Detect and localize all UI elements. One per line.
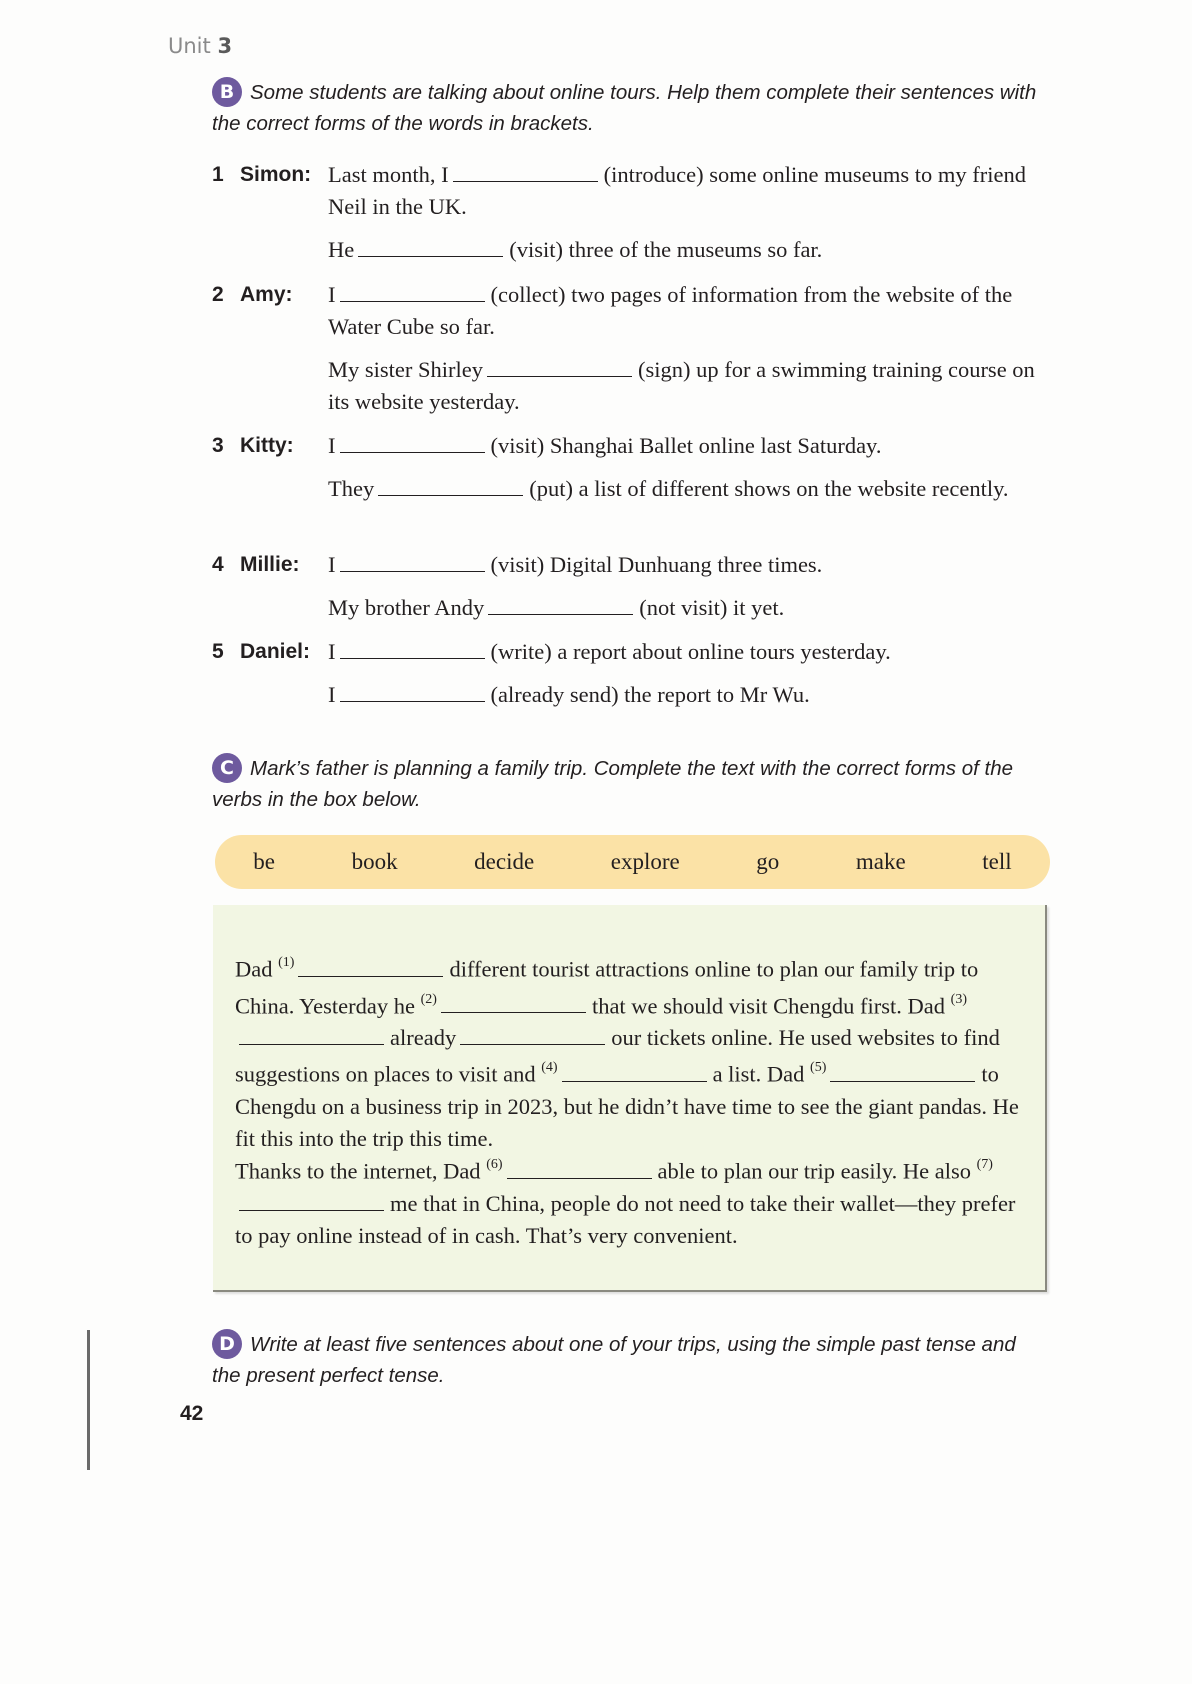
answer-blank[interactable] <box>453 161 598 182</box>
answer-blank[interactable] <box>378 475 523 496</box>
speaker-name: Simon: <box>240 163 312 186</box>
passage-text: already <box>390 1025 457 1050</box>
question-5 <box>212 636 1062 711</box>
question-2 <box>212 279 1062 418</box>
passage-text: our tickets online. He used websites to find suggestions on places to visit and <box>235 1025 1000 1087</box>
word-item: go <box>756 849 780 874</box>
passage-paragraph-2 <box>235 1151 1035 1252</box>
sentence-text: (sign) up for a swimming training course on its website yesterday. <box>328 357 1035 414</box>
passage-text: different tourist attractions online to plan our family trip to China. Yesterday he <box>235 956 979 1018</box>
sentence-text: (visit) three of the museums so far. <box>509 237 823 262</box>
word-item: make <box>855 849 906 874</box>
speaker-name: Millie: <box>240 553 300 576</box>
passage-text: to Chengdu on a business trip in 2023, but he didn’t have time to see the giant pandas. He fit this into the trip this time. <box>235 1061 1019 1151</box>
answer-blank[interactable] <box>488 594 633 615</box>
section-b-instruction-text: Some students are talking about online tours. Help them complete their sentences with the correct forms of the words in brackets. <box>212 81 1037 135</box>
blank-number: (3) <box>950 991 967 1007</box>
sentence-1 <box>328 636 1058 668</box>
sentence-text: I <box>328 552 336 577</box>
sentence-text: They <box>328 476 375 501</box>
sentence-text: (visit) Digital Dunhuang three times. <box>490 552 823 577</box>
question-number: 1 <box>212 163 224 186</box>
question-4 <box>212 549 1062 624</box>
question-number: 3 <box>212 434 224 457</box>
word-item: explore <box>610 849 680 874</box>
blank-number: (6) <box>486 1157 503 1172</box>
answer-blank[interactable] <box>340 432 485 453</box>
passage-box <box>213 905 1047 1292</box>
word-item: book <box>351 849 398 874</box>
passage-text: able to plan our trip easily. He also <box>657 1158 971 1184</box>
passage-text: a list. Dad <box>712 1061 805 1087</box>
passage-blank-6[interactable] <box>507 1158 652 1179</box>
blank-number: (2) <box>420 991 437 1007</box>
sentence-text: I <box>328 433 336 458</box>
sentence-text: (visit) Shanghai Ballet online last Saturday. <box>490 433 882 458</box>
passage-blank-5[interactable] <box>830 1061 975 1082</box>
question-number: 5 <box>212 640 224 663</box>
sentence-text: I <box>328 282 336 307</box>
question-number: 2 <box>212 283 224 306</box>
sentence-text: (collect) two pages of information from the website of the Water Cube so far. <box>328 282 1013 339</box>
section-b-instruction <box>212 78 1042 139</box>
word-item: decide <box>474 849 535 874</box>
answer-blank[interactable] <box>340 681 485 702</box>
page-number: 42 <box>180 1402 204 1425</box>
unit-heading <box>168 34 232 58</box>
sentence-2 <box>328 679 1058 711</box>
passage-text: that we should visit Chengdu first. Dad <box>591 993 946 1018</box>
question-number: 4 <box>212 553 224 576</box>
section-b-badge: B <box>212 77 242 107</box>
sentence-2 <box>328 473 1058 505</box>
unit-label: Unit <box>168 34 211 58</box>
passage-text: Thanks to the internet, Dad <box>235 1158 481 1184</box>
passage-paragraph-1 <box>235 949 1035 1155</box>
section-c-badge: C <box>212 753 242 783</box>
blank-number: (4) <box>541 1060 558 1075</box>
sentence-text: I <box>328 639 336 664</box>
section-c-instruction-text: Mark’s father is planning a family trip. Complete the text with the correct forms of the verbs in the box below. <box>212 757 1013 811</box>
speaker-name: Daniel: <box>240 640 311 663</box>
answer-blank[interactable] <box>487 356 632 377</box>
question-3 <box>212 430 1062 505</box>
answer-blank[interactable] <box>340 281 485 302</box>
passage-blank-3b[interactable] <box>460 1024 605 1045</box>
sentence-text: Last month, I <box>328 162 449 187</box>
section-d-instruction <box>212 1330 1042 1391</box>
sentence-1 <box>328 159 1058 223</box>
unit-number: 3 <box>217 34 233 58</box>
passage-blank-4[interactable] <box>562 1061 707 1082</box>
sentence-1 <box>328 279 1058 343</box>
sentence-text: He <box>328 237 355 262</box>
word-box <box>215 835 1050 889</box>
sentence-text: (put) a list of different shows on the website recently. <box>529 476 1009 501</box>
section-d-instruction-text: Write at least five sentences about one of your trips, using the simple past tense and the present perfect tense. <box>212 1333 1016 1387</box>
word-item: tell <box>982 849 1012 874</box>
speaker-name: Amy: <box>240 283 293 306</box>
sentence-2 <box>328 354 1058 418</box>
passage-text: Dad <box>235 956 273 982</box>
blank-number: (7) <box>976 1157 993 1172</box>
blank-number: (1) <box>278 955 295 970</box>
sentence-text: I <box>328 682 336 707</box>
sentence-text: My sister Shirley <box>328 357 483 382</box>
question-1 <box>212 159 1062 266</box>
passage-text: me that in China, people do not need to take their wallet—they prefer to pay online instead of in cash. That’s very convenient. <box>235 1190 1016 1248</box>
passage-blank-1[interactable] <box>298 956 443 977</box>
page-edge-line <box>87 1330 90 1470</box>
blank-number: (5) <box>810 1060 827 1075</box>
sentence-2 <box>328 234 1058 266</box>
passage-blank-2[interactable] <box>441 992 586 1013</box>
sentence-text: (introduce) some online museums to my friend Neil in the UK. <box>328 162 1027 219</box>
answer-blank[interactable] <box>340 551 485 572</box>
speaker-name: Kitty: <box>240 434 294 457</box>
passage-blank-7[interactable] <box>239 1190 384 1211</box>
sentence-text: (not visit) it yet. <box>639 595 785 620</box>
word-item: be <box>253 849 275 874</box>
passage-blank-3a[interactable] <box>239 1024 384 1045</box>
sentence-1 <box>328 430 1058 462</box>
section-c-instruction <box>212 754 1042 815</box>
sentence-2 <box>328 592 1058 624</box>
sentence-text: My brother Andy <box>328 595 485 620</box>
answer-blank[interactable] <box>358 236 503 257</box>
answer-blank[interactable] <box>340 638 485 659</box>
sentence-1 <box>328 549 1058 581</box>
sentence-text: (already send) the report to Mr Wu. <box>490 682 810 707</box>
sentence-text: (write) a report about online tours yesterday. <box>490 639 891 664</box>
section-d-badge: D <box>212 1329 242 1359</box>
